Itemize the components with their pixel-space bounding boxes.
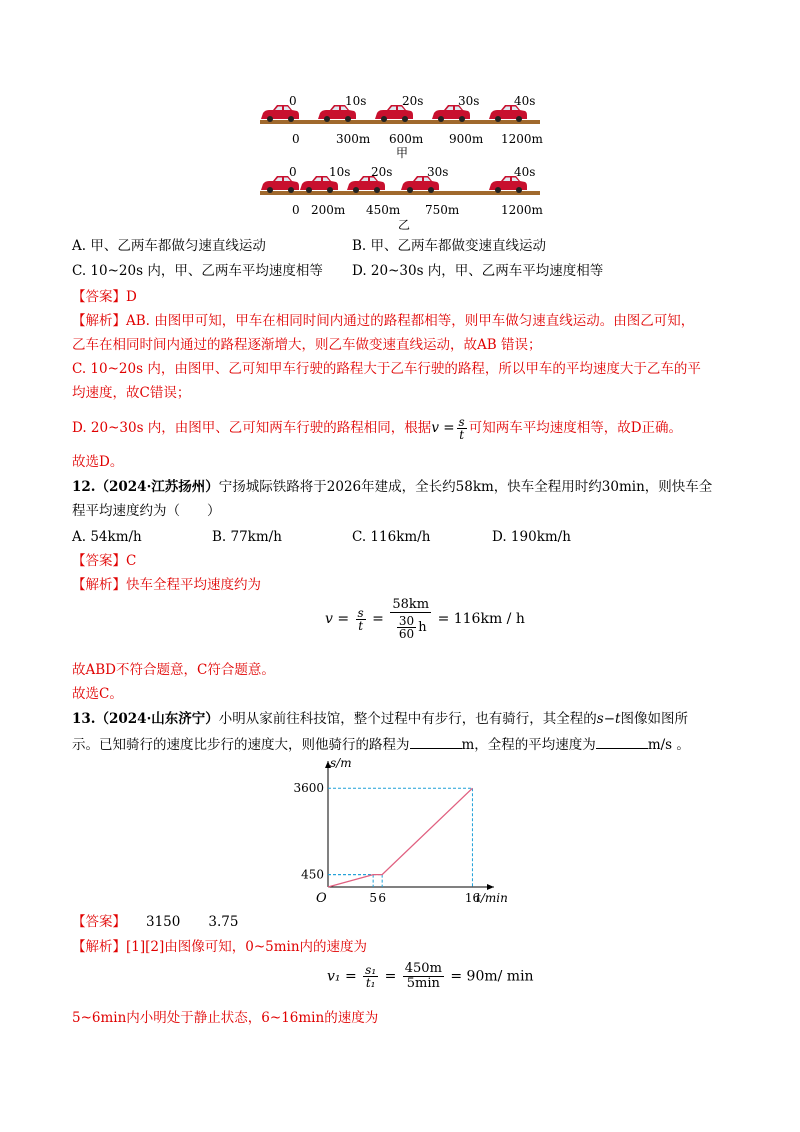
chart-xlabel: t/min [476,891,508,905]
q12-option-b: B. 77km/h [212,529,282,545]
q13-formula: v₁ = $\frac{\text{s₁}}{\text{t₁}}$ = $\frac{450m}{5\min}$ = 90m/ min [327,961,534,991]
distance-label: 300m [336,132,371,146]
q13-stem: 13.（2024·山东济宁）小明从家前往科技馆，整个过程中有步行，也有骑行，其全程的s−t图像如图所 [72,711,688,727]
time-label: 30s [427,165,449,179]
series-line [328,788,472,887]
q12-stem: 程平均速度约为（ ） [72,503,221,519]
q11-conclusion: 故选D。 [72,454,124,470]
time-label: 10s [345,94,367,108]
q12-formula: v = $\frac{s}{t}$ = 58km $\frac{30}{60}$ h = 116km / h [325,597,525,641]
q11-option-a: A. 甲、乙两车都做匀速直线运动 [72,238,266,254]
q13-explanation: 【解析】[1][2]由图像可知，0~5min内的速度为 [72,939,368,955]
q11-option-d: D. 20~30s 内，甲、乙两车平均速度相等 [352,263,604,279]
answer-blank[interactable] [410,734,462,749]
q11-explanation: 均速度，故C错误； [72,385,191,401]
distance-label: 600m [389,132,424,146]
distance-label: 200m [311,203,346,217]
q12-option-d: D. 190km/h [492,529,571,545]
q11-option-b: B. 甲、乙两车都做变速直线运动 [352,238,547,254]
q12-conclusion: 故选C。 [72,686,123,702]
x-tick-label: 16 [464,891,481,905]
distance-label: 450m [366,203,401,217]
q13-explanation: 5~6min内小明处于静止状态，6~16min的速度为 [72,1010,379,1026]
time-label: 20s [371,165,393,179]
time-label: 20s [402,94,424,108]
q11-explanation: 【解析】AB. 由图甲可知，甲车在相同时间内通过的路程都相等，则甲车做匀速直线运动。由图乙可知， [72,313,695,329]
time-label: 40s [514,165,536,179]
q12-explanation: 【解析】快车全程平均速度约为 [72,577,261,593]
row-label-jia: 甲 [396,146,409,160]
distance-label: 750m [425,203,460,217]
chart-ylabel: s/m [330,756,352,770]
distance-label: 0 [292,132,300,146]
car-motion-figure [255,88,545,238]
q11-explanation: C. 10~20s 内，由图甲、乙可知甲车行驶的路程大于乙车行驶的路程，所以甲车的平均速度大于乙车的平 [72,361,701,377]
q11-answer: 【答案】D [72,289,137,305]
chart-origin-label: O [316,891,327,906]
x-axis-arrow-icon [487,884,494,890]
q12-explanation: 故ABD不符合题意，C符合题意。 [72,662,275,678]
row-label-yi: 乙 [398,218,411,232]
q11-explanation: 乙车在相同时间内通过的路程逐渐增大，则乙车做变速直线运动，故AB 错误； [72,337,542,353]
q12-stem: 12.（2024·江苏扬州）宁扬城际铁路将于2026年建成，全长约58km，快车全程用时约30min，则快车全 [72,479,713,495]
distance-label: 900m [449,132,484,146]
q13-stem: 示。已知骑行的速度比步行的速度大，则他骑行的路程为 m，全程的平均速度为 m/s 。 [72,734,690,755]
q11-explanation: D. 20~30s 内，由图甲、乙可知两车行驶的路程相同，根据v = $\frac{s}{t}$ 可知两车平均速度相等，故D正确。 [72,415,683,442]
q11-option-c: C. 10~20s 内，甲、乙两车平均速度相等 [72,263,323,279]
x-tick-label: 5 [369,891,377,905]
time-label: 0 [289,94,297,108]
y-tick-label: 450 [301,867,324,882]
distance-label: 1200m [501,132,543,146]
answer-blank[interactable] [596,734,648,749]
time-label: 0 [289,165,297,179]
q12-option-c: C. 116km/h [352,529,431,545]
q12-answer: 【答案】C [72,553,137,569]
y-tick-label: 3600 [293,781,324,796]
distance-label: 1200m [501,203,543,217]
distance-label: 0 [292,203,300,217]
x-tick-label: 6 [378,891,386,905]
q12-option-a: A. 54km/h [72,529,142,545]
q13-answer: 【答案】 3150 3.75 [72,914,239,930]
time-label: 30s [458,94,480,108]
time-label: 40s [514,94,536,108]
st-chart [290,756,520,908]
time-label: 10s [329,165,351,179]
